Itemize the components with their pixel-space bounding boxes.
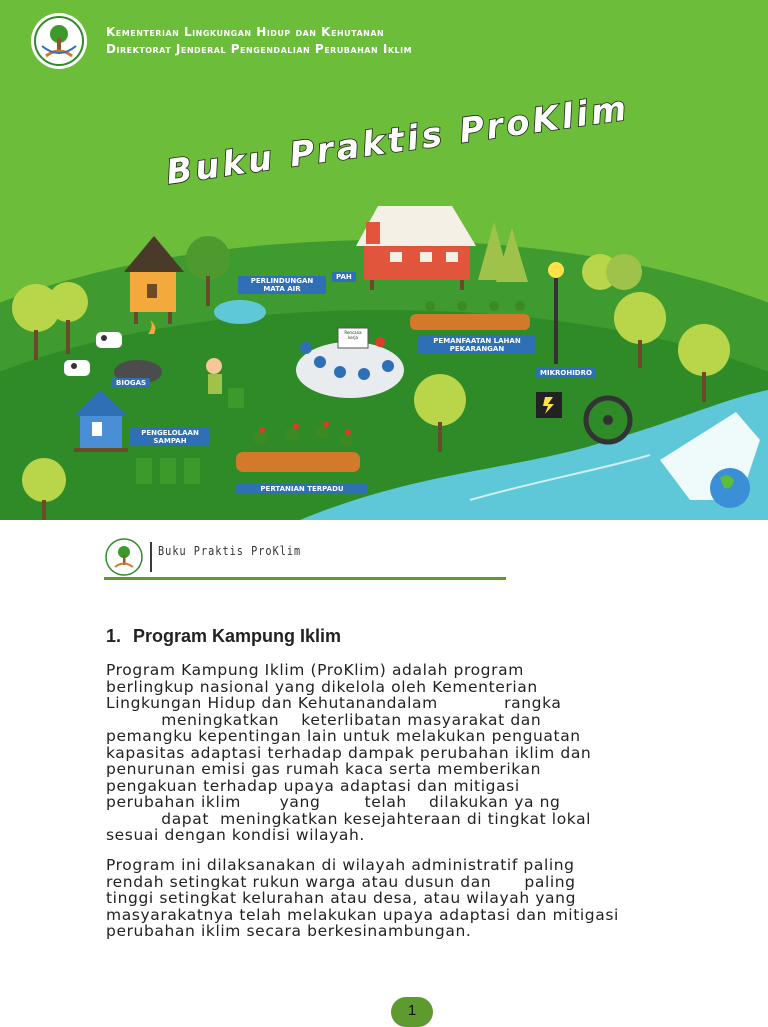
- running-head-divider: [150, 542, 152, 572]
- paragraph-line: berlingkup nasional yang dikelola oleh Kementerian: [106, 677, 538, 696]
- label-rencana-kerja: Rencana kerja: [344, 330, 362, 340]
- section-heading: [106, 626, 341, 647]
- label-pengelolaan-sampah: PENGELOLAAN SAMPAH: [130, 428, 210, 446]
- klhk-logo-icon: [30, 12, 88, 70]
- yellow-house-icon: [124, 236, 184, 324]
- paragraph-line: pemangku kepentingan lain untuk melakukan penguatan: [106, 727, 581, 745]
- running-head-title: Buku Praktis ProKlim: [158, 544, 302, 558]
- globe-icon: [710, 468, 750, 508]
- ministry-line-2: Direktorat Jenderal Pengendalian Perubahan Iklim: [106, 42, 413, 56]
- running-head-rule: [104, 577, 506, 580]
- paragraph-line: Lingkungan Hidup dan Kehutanandalam rangka: [106, 694, 562, 712]
- paragraph-line: Program Kampung Iklim (ProKlim) adalah program: [106, 661, 524, 679]
- paragraph-line: kapasitas adaptasi terhadap dampak perubahan iklim dan: [106, 743, 592, 762]
- paragraph-line: masyarakatnya telah melakukan upaya adaptasi dan mitigasi: [106, 905, 619, 924]
- paragraph-line: sesuai dengan kondisi wilayah.: [106, 826, 365, 844]
- label-mikrohidro: MIKROHIDRO: [536, 368, 596, 378]
- section-title: Program Kampung Iklim: [133, 626, 342, 646]
- paragraph-line: meningkatkan keterlibatan masyarakat dan: [106, 710, 542, 729]
- label-biogas: BIOGAS: [112, 378, 150, 388]
- paragraph-line: rendah setingkat rukun warga atau dusun dan paling: [106, 872, 576, 891]
- klhk-logo-small-icon: [104, 538, 144, 576]
- paragraph-line: perubahan iklim secara berkesinambungan.: [106, 922, 472, 940]
- paragraph-line: Program ini dilaksanakan di wilayah administratif paling: [106, 856, 575, 874]
- label-perlindungan-mata-air: PERLINDUNGAN MATA AIR: [238, 276, 326, 294]
- paragraph-1: [106, 662, 696, 844]
- red-house-icon: [356, 206, 476, 290]
- label-pertanian-terpadu: PERTANIAN TERPADU: [236, 484, 368, 494]
- label-pemanfaatan-lahan: PEMANFAATAN LAHAN PEKARANGAN: [418, 336, 536, 354]
- paragraph-2: [106, 857, 696, 940]
- ministry-name: [106, 24, 412, 58]
- paragraph-line: pengakuan terhadap upaya adaptasi dan mitigasi: [106, 776, 520, 795]
- paragraph-line: tinggi setingkat kelurahan atau desa, atau wilayah yang: [106, 889, 577, 907]
- section-number: 1.: [106, 626, 122, 646]
- paragraph-line: penurunan emisi gas rumah kaca serta memberikan: [106, 760, 542, 778]
- running-head: [104, 535, 506, 579]
- paragraph-line: dapat meningkatkan kesejahteraan di tingkat lokal: [106, 809, 592, 828]
- label-pah: PAH: [332, 272, 356, 282]
- ministry-line-1: Kementerian Lingkungan Hidup dan Kehutanan: [106, 25, 385, 39]
- book-title: Buku Praktis ProKlim: [163, 87, 635, 193]
- page-number-badge: 1: [391, 997, 433, 1027]
- paragraph-line: perubahan iklim yang telah dilakukan ya ng: [106, 793, 561, 811]
